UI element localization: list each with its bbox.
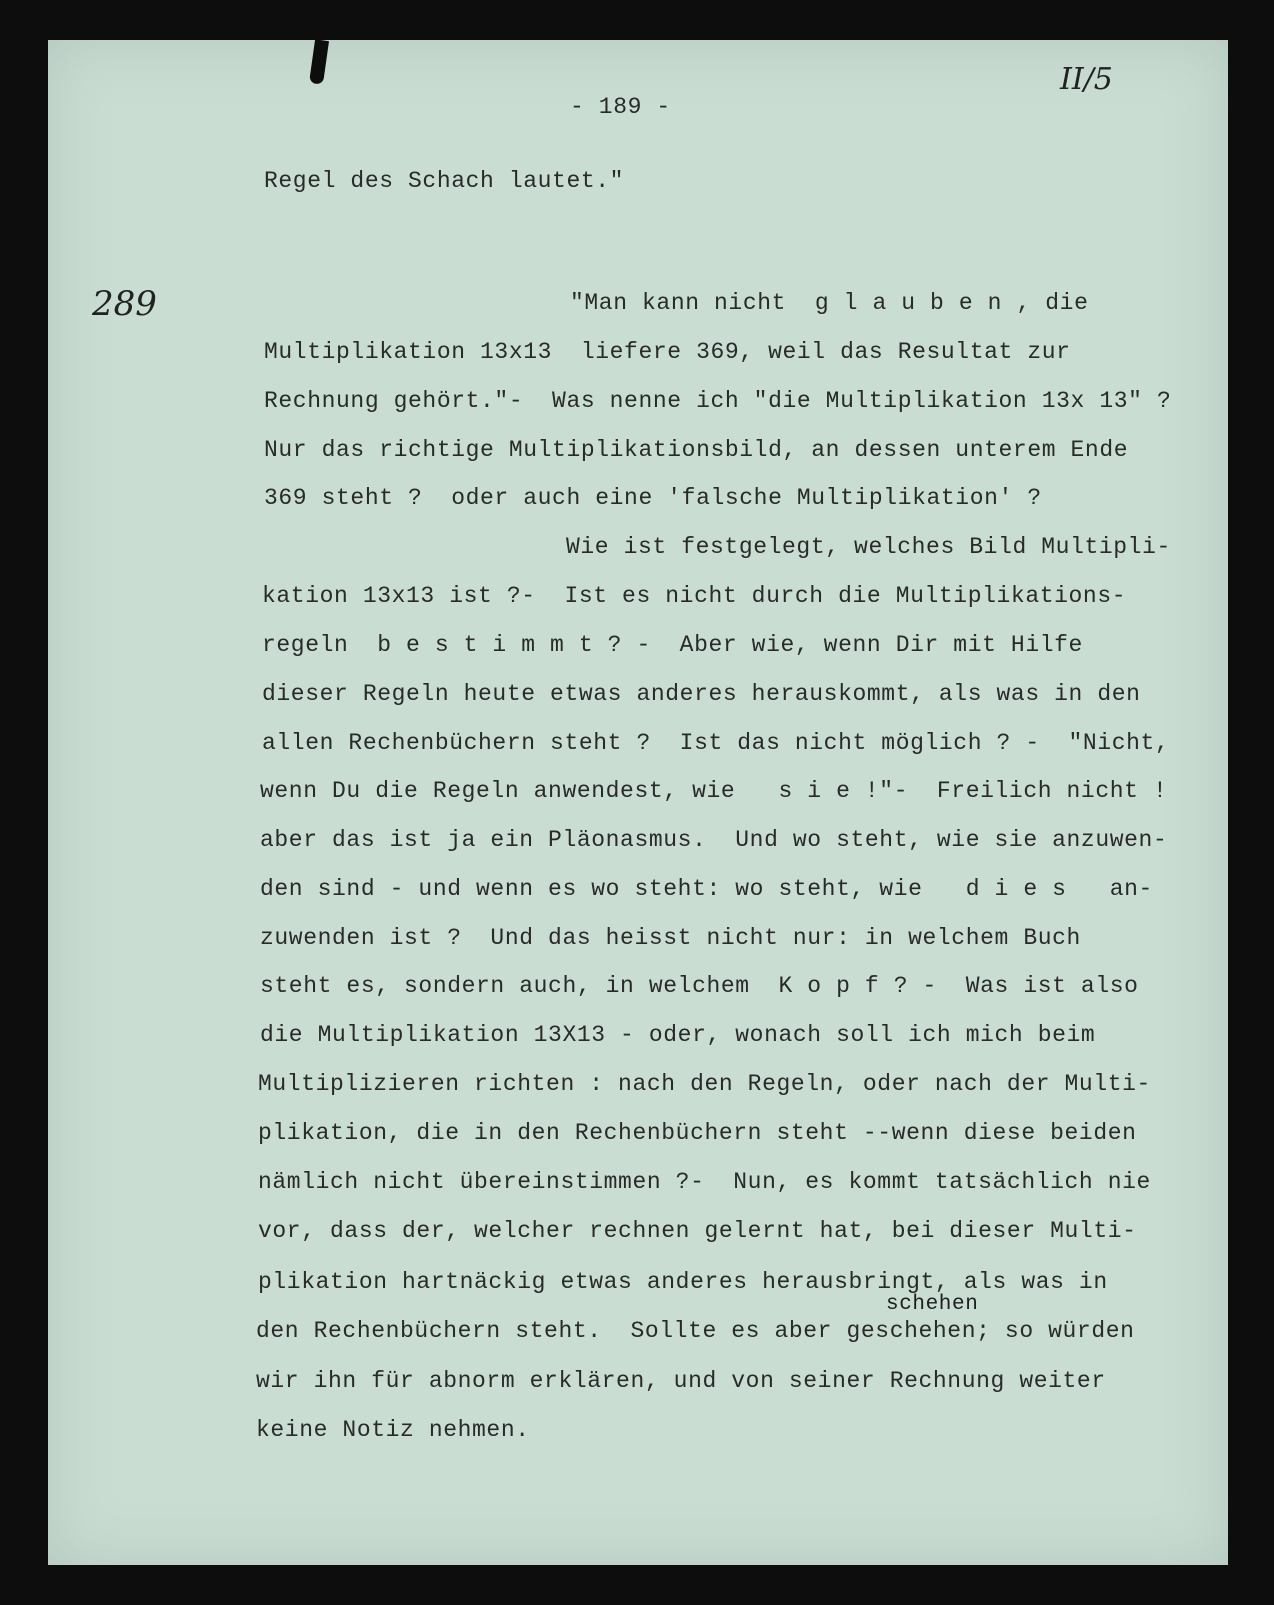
page-tear — [309, 39, 329, 85]
text-line-20: vor, dass der, welcher rechnen gelernt hat, bei dieser Multi- — [258, 1218, 1137, 1244]
text-line-22: den Rechenbüchern steht. Sollte es aber geschehen; so würden — [256, 1318, 1135, 1344]
handwritten-correction: schehen — [886, 1293, 979, 1316]
text-line-21: plikation hartnäckig etwas anderes herausbringt, als was in — [258, 1269, 1108, 1295]
archive-mark: II/5 — [1060, 62, 1113, 97]
text-line-16: die Multiplikation 13X13 - oder, wonach soll ich mich beim — [260, 1022, 1096, 1048]
text-line-4: Nur das richtige Multiplikationsbild, an dessen unterem Ende — [264, 437, 1129, 463]
text-line-9: dieser Regeln heute etwas anderes herauskommt, als was in den — [262, 681, 1141, 707]
text-line-18: plikation, die in den Rechenbüchern steht --wenn diese beiden — [258, 1120, 1137, 1146]
text-line-2: Multiplikation 13x13 liefere 369, weil das Resultat zur — [264, 339, 1071, 365]
text-line-15: steht es, sondern auch, in welchem K o p f ? - Was ist also — [260, 973, 1139, 999]
text-line-7: kation 13x13 ist ?- Ist es nicht durch die Multiplikations- — [262, 583, 1127, 609]
text-line-17: Multiplizieren richten : nach den Regeln, oder nach der Multi- — [258, 1071, 1151, 1097]
text-line-24: keine Notiz nehmen. — [256, 1417, 530, 1443]
text-line-5: 369 steht ? oder auch eine 'falsche Multiplikation' ? — [264, 485, 1042, 511]
page-number: - 189 - — [570, 94, 671, 120]
text-line-12: aber das ist ja ein Pläonasmus. Und wo steht, wie sie anzuwen- — [260, 827, 1168, 853]
text-line-6: Wie ist festgelegt, welches Bild Multipli- — [566, 534, 1171, 560]
text-line-3: Rechnung gehört."- Was nenne ich "die Multiplikation 13x 13" ? — [264, 388, 1172, 414]
text-line-14: zuwenden ist ? Und das heisst nicht nur: in welchem Buch — [260, 925, 1081, 951]
text-line-23: wir ihn für abnorm erklären, und von seiner Rechnung weiter — [256, 1368, 1106, 1394]
text-line-11: wenn Du die Regeln anwendest, wie s i e !"- Freilich nicht ! — [260, 778, 1168, 804]
typescript-page — [48, 40, 1228, 1565]
text-line-8: regeln b e s t i m m t ? - Aber wie, wenn Dir mit Hilfe — [262, 632, 1083, 658]
text-line-13: den sind - und wenn es wo steht: wo steht, wie d i e s an- — [260, 876, 1153, 902]
opening-line: Regel des Schach lautet." — [264, 168, 625, 194]
text-line-1: "Man kann nicht g l a u b e n , die — [570, 290, 1089, 316]
remark-number: 289 — [92, 284, 157, 324]
text-line-10: allen Rechenbüchern steht ? Ist das nicht möglich ? - "Nicht, — [262, 730, 1170, 756]
text-line-19: nämlich nicht übereinstimmen ?- Nun, es kommt tatsächlich nie — [258, 1169, 1151, 1195]
